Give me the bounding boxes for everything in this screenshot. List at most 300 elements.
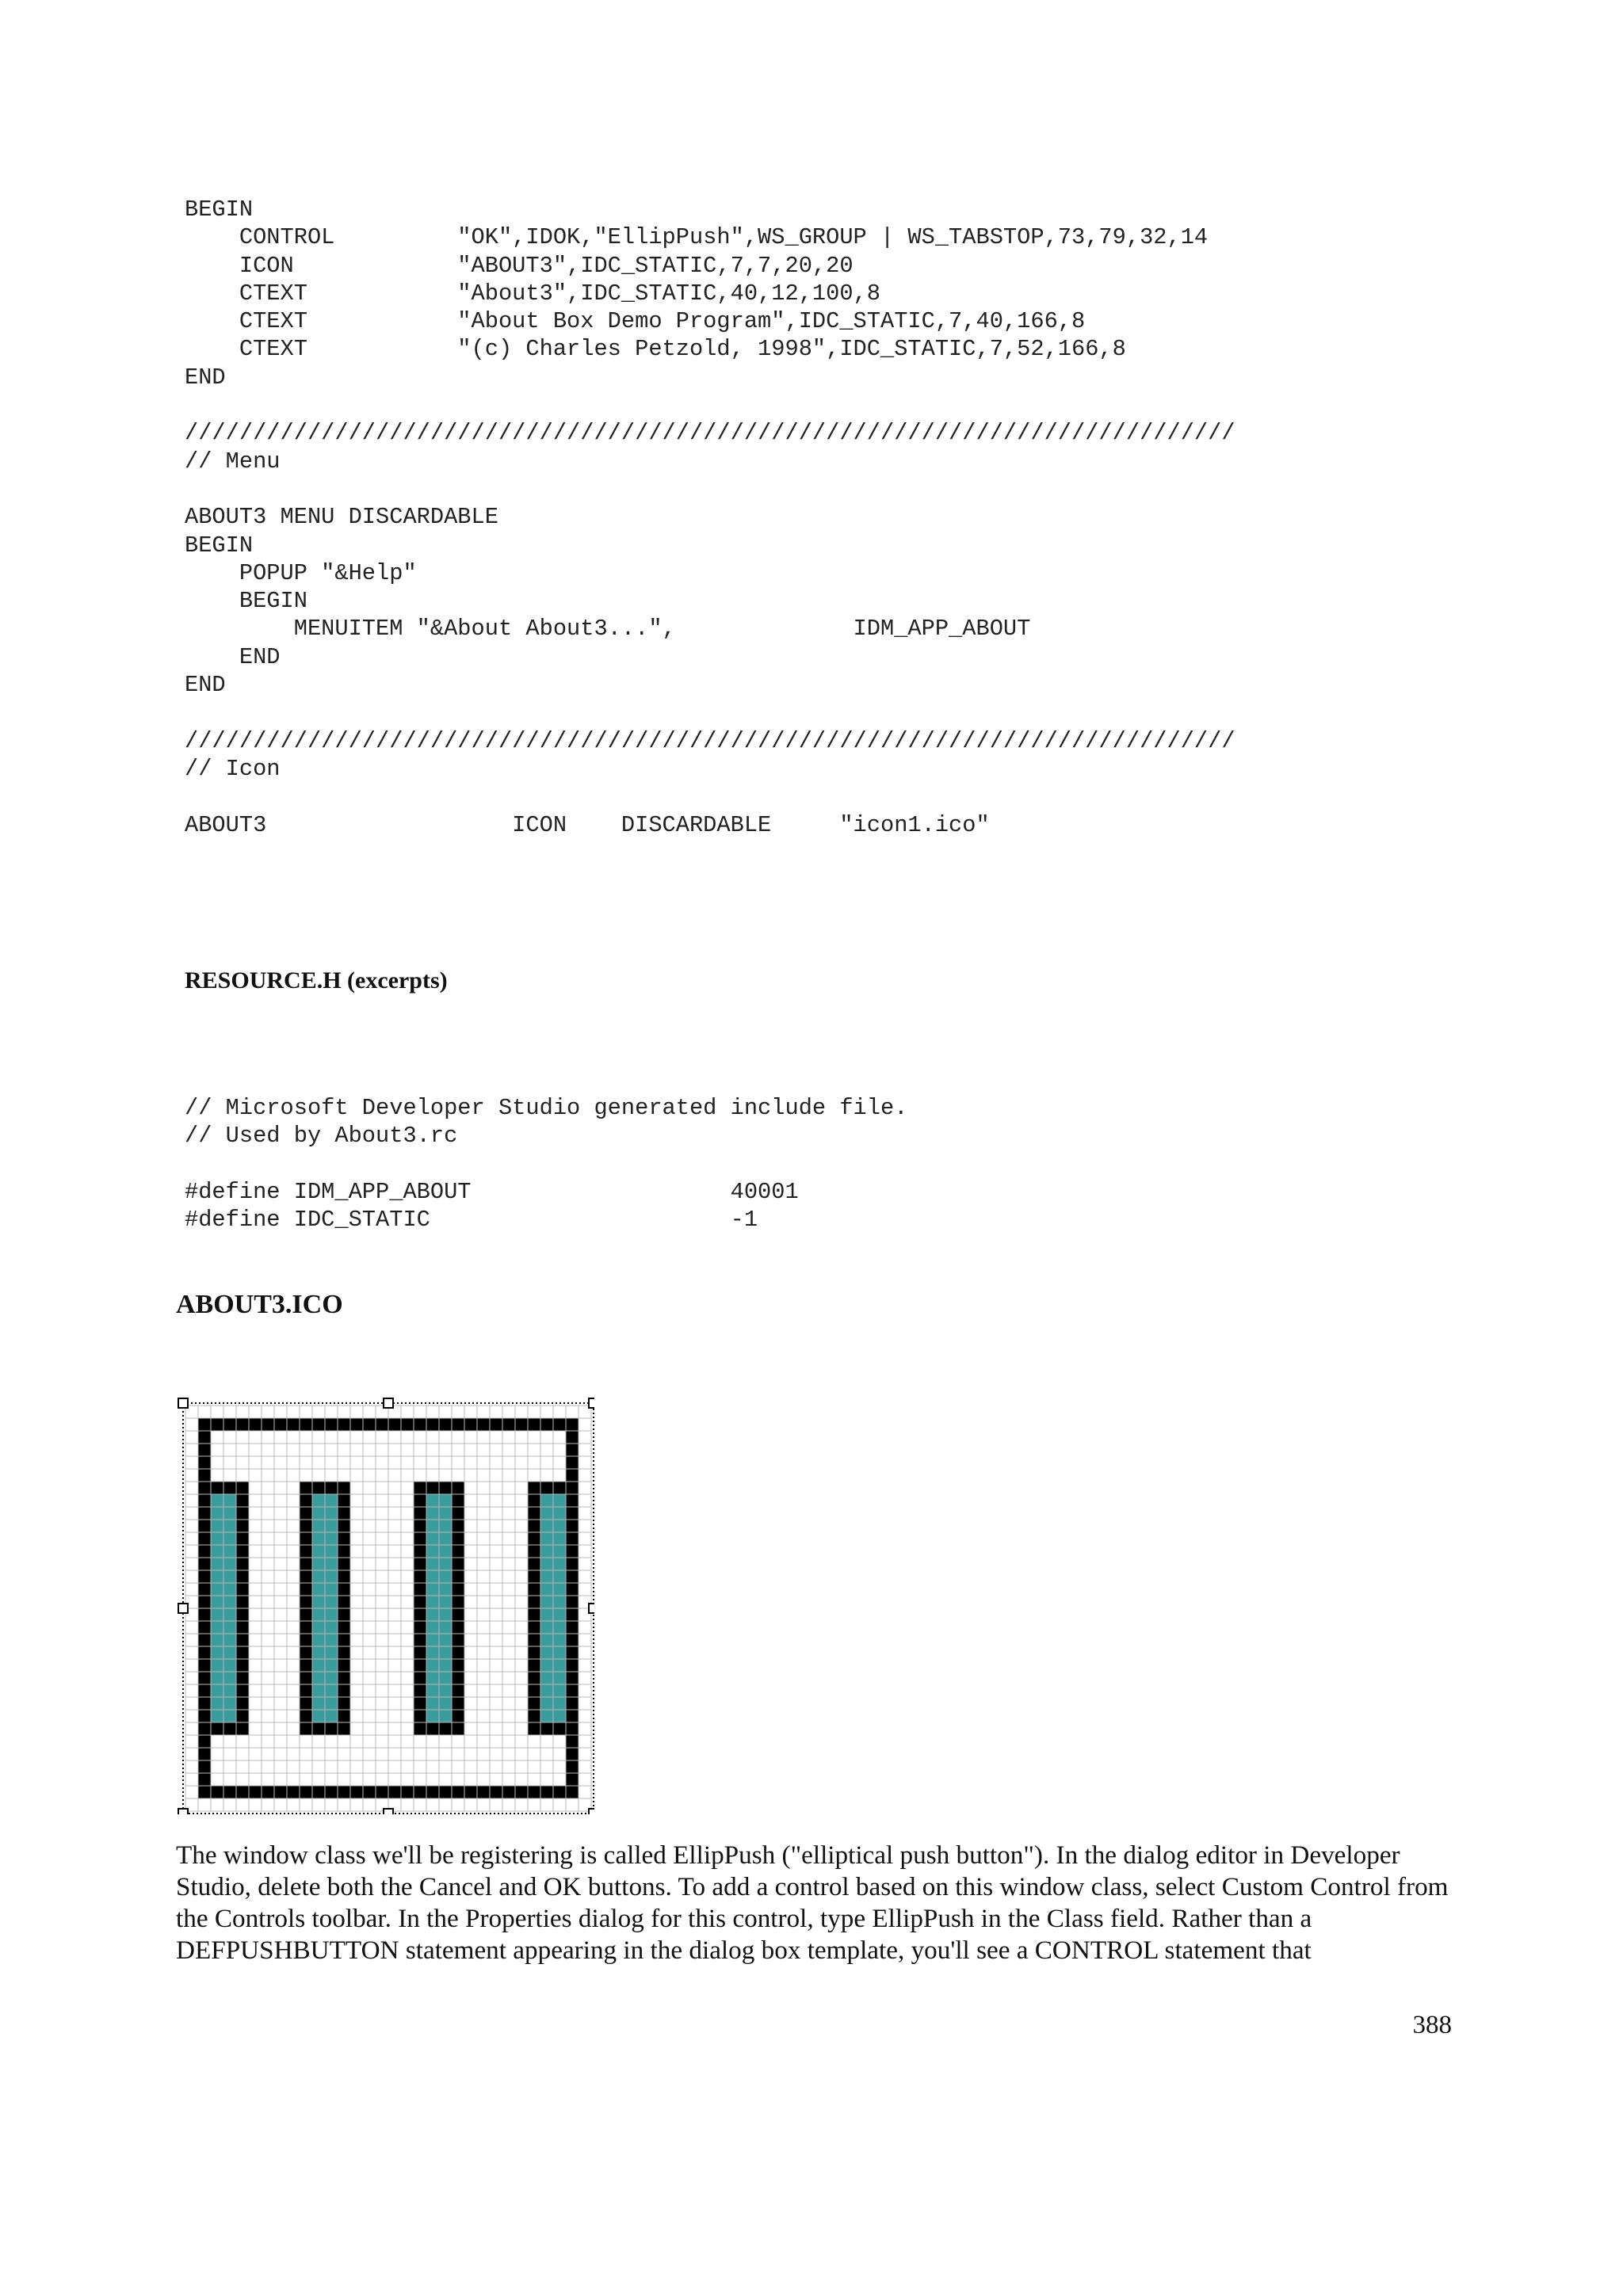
icon-pixel-black	[236, 1659, 249, 1672]
icon-pixel-black	[502, 1786, 515, 1798]
icon-pixel-black	[236, 1482, 249, 1494]
icon-pixel-black	[414, 1659, 426, 1672]
icon-pixel-black	[262, 1418, 274, 1431]
icon-pixel-teal	[211, 1570, 223, 1583]
icon-pixel-teal	[540, 1684, 553, 1697]
code-line	[185, 699, 1235, 727]
icon-pixel-teal	[312, 1507, 325, 1520]
icon-pixel-black	[236, 1672, 249, 1684]
icon-pixel-black	[236, 1634, 249, 1646]
icon-pixel-black	[414, 1520, 426, 1532]
icon-pixel-teal	[325, 1621, 338, 1634]
icon-pixel-black	[236, 1507, 249, 1520]
icon-pixel-black	[236, 1520, 249, 1532]
icon-pixel-teal	[553, 1634, 566, 1646]
icon-pixel-teal	[325, 1507, 338, 1520]
icon-pixel-teal	[211, 1507, 223, 1520]
icon-pixel-black	[528, 1532, 540, 1545]
code-line	[185, 1150, 907, 1178]
icon-pixel-black	[502, 1418, 515, 1431]
icon-pixel-black	[528, 1722, 540, 1735]
icon-pixel-black	[300, 1621, 312, 1634]
icon-pixel-black	[338, 1520, 350, 1532]
icon-pixel-teal	[540, 1710, 553, 1722]
about3-icon-figure	[176, 1396, 594, 1814]
icon-pixel-teal	[540, 1608, 553, 1621]
icon-pixel-black	[198, 1672, 211, 1684]
icon-pixel-teal	[325, 1596, 338, 1608]
icon-pixel-teal	[223, 1634, 236, 1646]
icon-pixel-black	[287, 1786, 300, 1798]
icon-pixel-black	[287, 1418, 300, 1431]
icon-pixel-teal	[223, 1621, 236, 1634]
icon-pixel-teal	[439, 1608, 452, 1621]
icon-pixel-black	[198, 1456, 211, 1469]
icon-pixel-teal	[223, 1608, 236, 1621]
icon-pixel-teal	[439, 1710, 452, 1722]
icon-pixel-black	[376, 1418, 388, 1431]
icon-pixel-black	[312, 1786, 325, 1798]
code-block-about3-rc	[185, 196, 1235, 839]
icon-pixel-teal	[223, 1583, 236, 1596]
icon-pixel-teal	[426, 1596, 439, 1608]
icon-pixel-black	[236, 1596, 249, 1608]
icon-pixel-black	[566, 1684, 579, 1697]
icon-pixel-black	[528, 1786, 540, 1798]
icon-pixel-teal	[553, 1532, 566, 1545]
icon-pixel-black	[566, 1634, 579, 1646]
icon-pixel-black	[198, 1697, 211, 1710]
icon-pixel-teal	[553, 1545, 566, 1558]
icon-pixel-black	[566, 1659, 579, 1672]
icon-pixel-black	[388, 1418, 401, 1431]
icon-pixel-teal	[211, 1659, 223, 1672]
icon-pixel-black	[211, 1482, 223, 1494]
icon-pixel-teal	[439, 1646, 452, 1659]
icon-pixel-black	[198, 1507, 211, 1520]
icon-pixel-black	[439, 1722, 452, 1735]
icon-pixel-teal	[312, 1697, 325, 1710]
icon-pixel-black	[236, 1684, 249, 1697]
icon-pixel-teal	[211, 1646, 223, 1659]
icon-pixel-black	[300, 1520, 312, 1532]
icon-pixel-black	[198, 1570, 211, 1583]
icon-pixel-black	[452, 1722, 464, 1735]
icon-pixel-black	[452, 1596, 464, 1608]
icon-pixel-teal	[553, 1672, 566, 1684]
icon-pixel-teal	[211, 1621, 223, 1634]
icon-pixel-black	[566, 1710, 579, 1722]
code-line: CTEXT "About3",IDC_STATIC,40,12,100,8	[185, 280, 880, 307]
icon-pixel-black	[452, 1684, 464, 1697]
code-block-resource-h	[185, 1094, 907, 1234]
icon-pixel-teal	[426, 1710, 439, 1722]
icon-pixel-black	[401, 1786, 414, 1798]
icon-pixel-black	[566, 1621, 579, 1634]
icon-pixel-black	[464, 1786, 477, 1798]
icon-pixel-teal	[553, 1621, 566, 1634]
icon-pixel-black	[452, 1646, 464, 1659]
icon-pixel-teal	[325, 1532, 338, 1545]
icon-pixel-black	[566, 1507, 579, 1520]
icon-pixel-teal	[211, 1608, 223, 1621]
icon-pixel-teal	[325, 1672, 338, 1684]
icon-pixel-teal	[439, 1634, 452, 1646]
icon-pixel-black	[414, 1634, 426, 1646]
icon-pixel-black	[528, 1583, 540, 1596]
icon-pixel-black	[528, 1520, 540, 1532]
icon-pixel-black	[528, 1608, 540, 1621]
icon-pixel-teal	[553, 1710, 566, 1722]
icon-pixel-teal	[211, 1697, 223, 1710]
icon-pixel-teal	[312, 1558, 325, 1570]
icon-pixel-teal	[223, 1672, 236, 1684]
icon-pixel-black	[236, 1786, 249, 1798]
code-line	[185, 391, 1235, 419]
icon-pixel-black	[338, 1532, 350, 1545]
icon-pixel-black	[338, 1634, 350, 1646]
icon-pixel-black	[338, 1482, 350, 1494]
code-line: ICON "ABOUT3",IDC_STATIC,7,7,20,20	[185, 252, 854, 279]
icon-pixel-teal	[223, 1697, 236, 1710]
icon-pixel-black	[452, 1482, 464, 1494]
icon-pixel-teal	[223, 1596, 236, 1608]
icon-pixel-teal	[312, 1646, 325, 1659]
icon-pixel-black	[350, 1786, 363, 1798]
icon-pixel-black	[528, 1418, 540, 1431]
icon-pixel-black	[566, 1608, 579, 1621]
icon-pixel-teal	[312, 1710, 325, 1722]
code-line: // Used by About3.rc	[185, 1123, 458, 1150]
resize-handle[interactable]	[589, 1398, 594, 1408]
icon-pixel-black	[439, 1786, 452, 1798]
resize-handle[interactable]	[178, 1809, 188, 1814]
code-line: #define IDC_STATIC -1	[185, 1207, 758, 1234]
icon-pixel-teal	[426, 1558, 439, 1570]
icon-pixel-black	[338, 1684, 350, 1697]
icon-pixel-black	[376, 1786, 388, 1798]
icon-pixel-black	[439, 1482, 452, 1494]
icon-pixel-black	[325, 1482, 338, 1494]
icon-pixel-teal	[540, 1532, 553, 1545]
code-line: CONTROL "OK",IDOK,"EllipPush",WS_GROUP | WS_TABSTOP,73,79,32,14	[185, 224, 1209, 251]
icon-pixel-black	[426, 1722, 439, 1735]
icon-pixel-black	[452, 1697, 464, 1710]
icon-pixel-black	[515, 1786, 528, 1798]
icon-pixel-teal	[325, 1520, 338, 1532]
icon-pixel-teal	[426, 1583, 439, 1596]
icon-pixel-black	[236, 1532, 249, 1545]
code-line: END	[185, 643, 281, 670]
icon-pixel-black	[198, 1469, 211, 1482]
icon-pixel-teal	[540, 1520, 553, 1532]
icon-pixel-black	[338, 1608, 350, 1621]
icon-pixel-black	[452, 1634, 464, 1646]
icon-pixel-black	[338, 1786, 350, 1798]
icon-pixel-black	[414, 1722, 426, 1735]
icon-pixel-black	[223, 1418, 236, 1431]
resize-handle[interactable]	[384, 1809, 393, 1814]
code-line	[185, 475, 1235, 503]
icon-pixel-black	[249, 1786, 262, 1798]
code-line: // Icon	[185, 755, 281, 782]
icon-pixel-black	[300, 1697, 312, 1710]
icon-pixel-black	[566, 1494, 579, 1507]
icon-pixel-black	[338, 1672, 350, 1684]
icon-pixel-teal	[325, 1697, 338, 1710]
icon-pixel-black	[198, 1494, 211, 1507]
icon-pixel-teal	[426, 1634, 439, 1646]
icon-pixel-black	[338, 1558, 350, 1570]
icon-pixel-black	[528, 1596, 540, 1608]
icon-pixel-teal	[312, 1545, 325, 1558]
icon-pixel-black	[490, 1786, 502, 1798]
icon-pixel-black	[300, 1558, 312, 1570]
icon-pixel-black	[566, 1444, 579, 1456]
resize-handle[interactable]	[178, 1398, 188, 1408]
icon-pixel-black	[300, 1786, 312, 1798]
icon-pixel-black	[566, 1722, 579, 1735]
icon-pixel-black	[338, 1545, 350, 1558]
icon-pixel-black	[300, 1646, 312, 1659]
icon-pixel-black	[198, 1760, 211, 1773]
icon-pixel-teal	[553, 1507, 566, 1520]
icon-pixel-black	[528, 1621, 540, 1634]
icon-pixel-teal	[312, 1494, 325, 1507]
icon-pixel-black	[236, 1710, 249, 1722]
icon-pixel-teal	[223, 1570, 236, 1583]
icon-pixel-black	[198, 1482, 211, 1494]
icon-pixel-teal	[211, 1532, 223, 1545]
icon-pixel-black	[566, 1583, 579, 1596]
icon-pixel-teal	[211, 1710, 223, 1722]
icon-pixel-black	[414, 1710, 426, 1722]
icon-pixel-black	[300, 1596, 312, 1608]
icon-pixel-black	[236, 1608, 249, 1621]
icon-pixel-teal	[325, 1659, 338, 1672]
icon-pixel-teal	[426, 1621, 439, 1634]
icon-pixel-black	[452, 1418, 464, 1431]
code-line: CTEXT "About Box Demo Program",IDC_STATIC,7,40,166,8	[185, 308, 1086, 335]
icon-pixel-black	[414, 1558, 426, 1570]
icon-pixel-teal	[211, 1684, 223, 1697]
icon-pixel-black	[528, 1507, 540, 1520]
icon-pixel-black	[274, 1418, 287, 1431]
icon-pixel-black	[300, 1583, 312, 1596]
icon-pixel-black	[528, 1482, 540, 1494]
icon-pixel-teal	[439, 1532, 452, 1545]
icon-pixel-black	[490, 1418, 502, 1431]
icon-pixel-teal	[439, 1545, 452, 1558]
icon-pixel-black	[198, 1608, 211, 1621]
icon-pixel-teal	[312, 1672, 325, 1684]
icon-pixel-black	[414, 1583, 426, 1596]
icon-pixel-teal	[439, 1659, 452, 1672]
icon-pixel-black	[414, 1507, 426, 1520]
icon-pixel-black	[528, 1558, 540, 1570]
icon-pixel-black	[515, 1418, 528, 1431]
icon-pixel-black	[414, 1570, 426, 1583]
code-line: #define IDM_APP_ABOUT 40001	[185, 1178, 799, 1205]
icon-pixel-black	[211, 1418, 223, 1431]
icon-pixel-black	[452, 1672, 464, 1684]
icon-pixel-teal	[553, 1520, 566, 1532]
icon-pixel-black	[566, 1532, 579, 1545]
icon-pixel-black	[338, 1507, 350, 1520]
icon-pixel-teal	[426, 1507, 439, 1520]
icon-pixel-black	[236, 1621, 249, 1634]
icon-pixel-black	[540, 1786, 553, 1798]
icon-pixel-black	[249, 1418, 262, 1431]
icon-pixel-black	[566, 1786, 579, 1798]
icon-pixel-teal	[211, 1634, 223, 1646]
icon-pixel-black	[464, 1418, 477, 1431]
icon-pixel-teal	[223, 1545, 236, 1558]
icon-pixel-black	[452, 1621, 464, 1634]
icon-pixel-black	[439, 1418, 452, 1431]
icon-pixel-black	[566, 1418, 579, 1431]
icon-pixel-black	[452, 1710, 464, 1722]
code-line: BEGIN	[185, 196, 254, 223]
icon-pixel-black	[452, 1494, 464, 1507]
resize-handle[interactable]	[384, 1398, 393, 1408]
icon-pixel-teal	[211, 1596, 223, 1608]
icon-pixel-black	[300, 1570, 312, 1583]
icon-pixel-black	[528, 1634, 540, 1646]
icon-pixel-black	[236, 1570, 249, 1583]
icon-pixel-teal	[540, 1494, 553, 1507]
icon-pixel-black	[553, 1722, 566, 1735]
icon-pixel-black	[236, 1646, 249, 1659]
icon-pixel-black	[198, 1545, 211, 1558]
icon-pixel-black	[198, 1558, 211, 1570]
code-line: BEGIN	[185, 588, 307, 615]
icon-pixel-black	[198, 1634, 211, 1646]
icon-pixel-black	[414, 1596, 426, 1608]
icon-pixel-black	[236, 1418, 249, 1431]
icon-pixel-black	[274, 1786, 287, 1798]
code-line: BEGIN	[185, 532, 254, 559]
icon-pixel-black	[363, 1418, 376, 1431]
icon-pixel-black	[528, 1697, 540, 1710]
icon-pixel-black	[350, 1418, 363, 1431]
icon-pixel-teal	[439, 1494, 452, 1507]
icon-pixel-black	[414, 1545, 426, 1558]
icon-pixel-black	[300, 1608, 312, 1621]
icon-pixel-teal	[325, 1634, 338, 1646]
icon-pixel-black	[414, 1418, 426, 1431]
icon-pixel-teal	[312, 1520, 325, 1532]
icon-pixel-black	[401, 1418, 414, 1431]
icon-pixel-black	[540, 1722, 553, 1735]
icon-pixel-teal	[325, 1710, 338, 1722]
icon-pixel-black	[553, 1786, 566, 1798]
icon-pixel-black	[312, 1418, 325, 1431]
icon-pixel-black	[566, 1456, 579, 1469]
icon-pixel-black	[566, 1545, 579, 1558]
icon-pixel-teal	[553, 1684, 566, 1697]
code-line	[185, 783, 1235, 810]
icon-pixel-black	[300, 1634, 312, 1646]
icon-pixel-black	[477, 1786, 490, 1798]
icon-pixel-black	[198, 1722, 211, 1735]
icon-pixel-teal	[325, 1608, 338, 1621]
icon-pixel-black	[300, 1659, 312, 1672]
icon-pixel-black	[426, 1482, 439, 1494]
icon-pixel-black	[566, 1646, 579, 1659]
icon-pixel-teal	[439, 1507, 452, 1520]
icon-pixel-teal	[540, 1545, 553, 1558]
icon-pixel-black	[198, 1646, 211, 1659]
icon-pixel-black	[211, 1786, 223, 1798]
resize-handle[interactable]	[589, 1604, 594, 1613]
icon-pixel-teal	[312, 1659, 325, 1672]
code-line: MENUITEM "&About About3...", IDM_APP_ABOUT	[185, 616, 1031, 643]
icon-pixel-black	[477, 1418, 490, 1431]
icon-pixel-teal	[325, 1684, 338, 1697]
resize-handle[interactable]	[178, 1604, 188, 1613]
icon-pixel-black	[325, 1786, 338, 1798]
icon-pixel-teal	[211, 1494, 223, 1507]
icon-pixel-black	[414, 1697, 426, 1710]
icon-pixel-teal	[426, 1494, 439, 1507]
icon-pixel-black	[566, 1469, 579, 1482]
icon-pixel-teal	[312, 1621, 325, 1634]
icon-pixel-teal	[325, 1583, 338, 1596]
icon-pixel-black	[236, 1494, 249, 1507]
icon-pixel-black	[452, 1583, 464, 1596]
icon-pixel-black	[528, 1672, 540, 1684]
icon-pixel-black	[338, 1697, 350, 1710]
icon-pixel-teal	[211, 1672, 223, 1684]
icon-pixel-black	[452, 1558, 464, 1570]
icon-pixel-teal	[223, 1520, 236, 1532]
icon-pixel-black	[338, 1722, 350, 1735]
icon-pixel-black	[528, 1646, 540, 1659]
icon-pixel-teal	[312, 1634, 325, 1646]
icon-pixel-black	[338, 1596, 350, 1608]
icon-pixel-teal	[439, 1684, 452, 1697]
icon-pixel-black	[566, 1697, 579, 1710]
icon-pixel-teal	[540, 1558, 553, 1570]
icon-pixel-black	[414, 1482, 426, 1494]
icon-pixel-teal	[223, 1646, 236, 1659]
icon-pixel-black	[300, 1482, 312, 1494]
icon-pixel-black	[452, 1786, 464, 1798]
icon-pixel-teal	[312, 1684, 325, 1697]
icon-pixel-black	[198, 1621, 211, 1634]
icon-pixel-black	[566, 1558, 579, 1570]
icon-pixel-black	[300, 1672, 312, 1684]
icon-pixel-black	[528, 1494, 540, 1507]
icon-pixel-black	[414, 1786, 426, 1798]
icon-pixel-black	[300, 1507, 312, 1520]
icon-pixel-teal	[426, 1697, 439, 1710]
resize-handle[interactable]	[589, 1809, 594, 1814]
icon-pixel-teal	[325, 1558, 338, 1570]
icon-pixel-black	[198, 1431, 211, 1444]
icon-pixel-teal	[540, 1621, 553, 1634]
icon-pixel-black	[300, 1545, 312, 1558]
icon-pixel-black	[300, 1684, 312, 1697]
icon-pixel-black	[325, 1722, 338, 1735]
icon-pixel-teal	[223, 1558, 236, 1570]
icon-pixel-teal	[223, 1507, 236, 1520]
icon-pixel-black	[452, 1659, 464, 1672]
code-line: // Microsoft Developer Studio generated include file.	[185, 1095, 908, 1121]
icon-pixel-black	[566, 1748, 579, 1760]
icon-pixel-black	[198, 1735, 211, 1748]
